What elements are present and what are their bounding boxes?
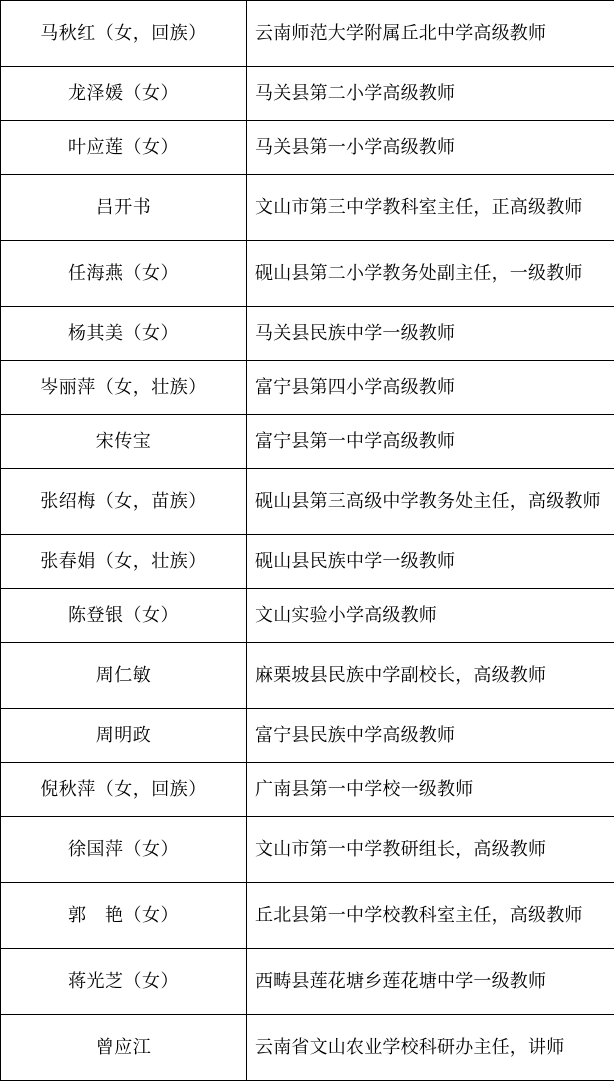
person-name-cell: 张绍梅（女，苗族） [1, 469, 247, 535]
table-row [1, 121, 614, 175]
person-name-cell: 张春娟（女，壮族） [1, 535, 247, 589]
person-post-cell: 富宁县第一中学高级教师 [247, 415, 614, 469]
person-name-cell: 蒋光芝（女） [1, 949, 247, 1015]
person-post-cell: 马关县第一小学高级教师 [247, 121, 614, 175]
person-name-cell: 周仁敏 [1, 643, 247, 709]
person-name-cell: 岑丽萍（女，壮族） [1, 361, 247, 415]
person-name-cell: 杨其美（女） [1, 307, 247, 361]
table-row [1, 589, 614, 643]
table-row [1, 817, 614, 883]
table-row [1, 67, 614, 121]
person-name-cell: 倪秋萍（女，回族） [1, 763, 247, 817]
person-post-cell: 西畴县莲花塘乡莲花塘中学一级教师 [247, 949, 614, 1015]
person-post-cell: 砚山县民族中学一级教师 [247, 535, 614, 589]
table-row [1, 1, 614, 67]
person-name-cell: 周明政 [1, 709, 247, 763]
person-name-cell: 马秋红（女，回族） [1, 1, 247, 67]
table-row [1, 469, 614, 535]
person-name-cell: 郭 艳（女） [1, 883, 247, 949]
table-row [1, 709, 614, 763]
table-row [1, 1015, 614, 1081]
table-row [1, 241, 614, 307]
person-post-cell: 马关县民族中学一级教师 [247, 307, 614, 361]
person-name-cell: 宋传宝 [1, 415, 247, 469]
roster-table-body [1, 1, 614, 1081]
person-post-cell: 麻栗坡县民族中学副校长，高级教师 [247, 643, 614, 709]
person-name-cell: 吕开书 [1, 175, 247, 241]
person-name-cell: 曾应江 [1, 1015, 247, 1081]
table-row [1, 883, 614, 949]
table-row [1, 949, 614, 1015]
person-name-cell: 陈登银（女） [1, 589, 247, 643]
person-post-cell: 富宁县民族中学高级教师 [247, 709, 614, 763]
person-post-cell: 文山实验小学高级教师 [247, 589, 614, 643]
person-name-cell: 龙泽媛（女） [1, 67, 247, 121]
table-row [1, 361, 614, 415]
table-row [1, 763, 614, 817]
person-post-cell: 马关县第二小学高级教师 [247, 67, 614, 121]
table-row [1, 175, 614, 241]
person-post-cell: 广南县第一中学校一级教师 [247, 763, 614, 817]
table-row [1, 535, 614, 589]
person-name-cell: 叶应莲（女） [1, 121, 247, 175]
person-name-cell: 徐国萍（女） [1, 817, 247, 883]
table-row [1, 307, 614, 361]
person-post-cell: 富宁县第四小学高级教师 [247, 361, 614, 415]
person-post-cell: 文山市第一中学教研组长，高级教师 [247, 817, 614, 883]
table-row [1, 643, 614, 709]
person-post-cell: 丘北县第一中学校教科室主任，高级教师 [247, 883, 614, 949]
person-post-cell: 云南省文山农业学校科研办主任，讲师 [247, 1015, 614, 1081]
table-row [1, 415, 614, 469]
person-post-cell: 砚山县第二小学教务处副主任，一级教师 [247, 241, 614, 307]
person-name-cell: 任海燕（女） [1, 241, 247, 307]
person-post-cell: 文山市第三中学教科室主任，正高级教师 [247, 175, 614, 241]
person-post-cell: 砚山县第三高级中学教务处主任，高级教师 [247, 469, 614, 535]
person-post-cell: 云南师范大学附属丘北中学高级教师 [247, 1, 614, 67]
